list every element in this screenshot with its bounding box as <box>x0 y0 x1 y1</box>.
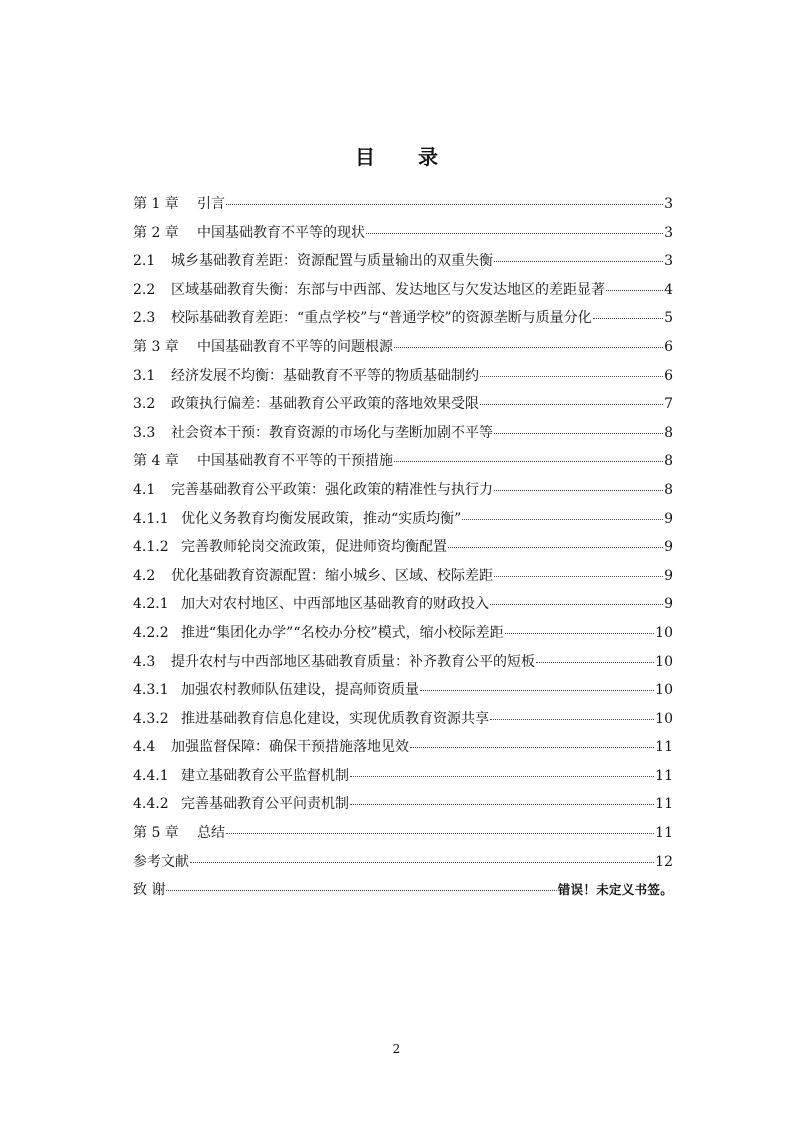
toc-page-number: 11 <box>655 796 673 813</box>
toc-dot-leader <box>536 662 654 663</box>
toc-entry-4-3[interactable] <box>133 648 673 677</box>
toc-entry-text: 加强农村教师队伍建设，提高师资质量 <box>181 682 419 699</box>
toc-entry-text: 社会资本干预：教育资源的市场化与垄断加剧不平等 <box>171 424 493 441</box>
toc-entry-number: 2.1 <box>133 253 156 270</box>
toc-page-number: 12 <box>655 853 673 870</box>
toc-dot-leader <box>494 433 663 434</box>
toc-title: 目 录 <box>355 145 456 169</box>
toc-entry-text: 致 谢 <box>133 882 166 899</box>
toc-page-number: 3 <box>664 224 673 241</box>
toc-page-number: 8 <box>664 481 673 498</box>
toc-entry-4-4-2[interactable] <box>133 790 673 819</box>
toc-entry-number: 4.4 <box>133 739 156 756</box>
toc-entry-number: 4.2.2 <box>133 624 169 641</box>
toc-entry-3-2[interactable] <box>133 390 673 419</box>
toc-entry-number: 第 4 章 <box>133 453 179 470</box>
toc-page-number: 9 <box>664 567 673 584</box>
toc-entry-number: 3.2 <box>133 396 156 413</box>
toc-dot-leader <box>190 862 654 863</box>
toc-entry-number: 3.3 <box>133 424 156 441</box>
toc-entry-text: 完善基础教育公平问责机制 <box>181 796 349 813</box>
toc-entry-4-3-1[interactable] <box>133 676 673 705</box>
toc-entry-number: 第 1 章 <box>133 196 179 212</box>
toc-entry-text: 完善教师轮岗交流政策，促进师资均衡配置 <box>181 539 447 556</box>
toc-entry-references[interactable] <box>133 848 673 877</box>
toc-dot-leader <box>394 461 663 462</box>
toc-dot-leader <box>494 261 663 262</box>
toc-dot-leader <box>366 233 663 234</box>
toc-page-number: 10 <box>655 624 673 641</box>
toc-dot-leader <box>350 804 654 805</box>
toc-entry-3-1[interactable] <box>133 362 673 391</box>
toc-dot-leader <box>166 890 556 891</box>
page-number: 2 <box>392 1042 401 1056</box>
toc-dot-leader <box>480 404 663 405</box>
toc-dot-leader <box>226 833 654 834</box>
toc-entry-4-1[interactable] <box>133 476 673 505</box>
toc-entry-text: 参考文献 <box>133 853 189 870</box>
toc-entry-text: 经济发展不均衡：基础教育不平等的物质基础制约 <box>171 367 479 384</box>
toc-dot-leader <box>448 547 663 548</box>
toc-page-number: 9 <box>664 539 673 556</box>
toc-entry-number: 4.4.2 <box>133 796 169 813</box>
toc-entry-number: 第 2 章 <box>133 224 179 241</box>
toc-entry-number: 4.3 <box>133 653 156 670</box>
toc-entry-text: 优化基础教育资源配置：缩小城乡、区域、校际差距 <box>171 567 493 584</box>
toc-entry-number: 4.4.1 <box>133 767 169 784</box>
toc-entry-2-2[interactable] <box>133 276 673 305</box>
toc-page-number: 6 <box>664 338 673 355</box>
toc-page-number: 3 <box>664 196 673 212</box>
toc-page-number: 10 <box>655 653 673 670</box>
toc-entry-text: 区域基础教育失衡：东部与中西部、发达地区与欠发达地区的差距显著 <box>171 281 605 298</box>
toc-entry-text: 提升农村与中西部地区基础教育质量：补齐教育公平的短板 <box>171 653 535 670</box>
toc-entry-number: 2.3 <box>133 310 156 327</box>
toc-page-number: 3 <box>664 253 673 270</box>
toc-entry-chapter-4[interactable] <box>133 447 673 476</box>
toc-page-number: 7 <box>664 396 673 413</box>
toc-dot-leader <box>394 347 663 348</box>
toc-entry-chapter-1[interactable] <box>133 190 673 219</box>
toc-entry-number: 2.2 <box>133 281 156 298</box>
toc-entry-4-2-1[interactable] <box>133 590 673 619</box>
toc-entry-text: 校际基础教育差距：“重点学校”与“普通学校”的资源垄断与质量分化 <box>171 310 592 327</box>
toc-dot-leader <box>226 204 663 205</box>
toc-entry-2-3[interactable] <box>133 304 673 333</box>
toc-page-number: 10 <box>655 682 673 699</box>
toc-entry-text: 城乡基础教育差距：资源配置与质量输出的双重失衡 <box>171 253 493 270</box>
toc-entry-chapter-3[interactable] <box>133 333 673 362</box>
toc-dot-leader <box>480 376 663 377</box>
toc-entry-number: 第 3 章 <box>133 338 179 355</box>
toc-entry-text: 政策执行偏差：基础教育公平政策的落地效果受限 <box>171 396 479 413</box>
toc-dot-leader <box>490 719 654 720</box>
toc-entry-text: 中国基础教育不平等的现状 <box>197 224 365 241</box>
toc-entry-4-2-2[interactable] <box>133 619 673 648</box>
toc-dot-leader <box>420 690 654 691</box>
toc-entry-4-2[interactable] <box>133 562 673 591</box>
toc-entry-number: 4.1 <box>133 481 156 498</box>
toc-entry-text: 优化义务教育均衡发展政策，推动“实质均衡” <box>181 510 462 527</box>
toc-entry-number: 4.3.1 <box>133 682 169 699</box>
toc-entry-text: 推进基础教育信息化建设，实现优质教育资源共享 <box>181 710 489 727</box>
toc-entry-text: 总结 <box>197 825 225 842</box>
toc-page-number: 10 <box>655 710 673 727</box>
toc-entry-number: 4.3.2 <box>133 710 169 727</box>
toc-page-number: 5 <box>664 310 673 327</box>
toc-entry-text: 中国基础教育不平等的问题根源 <box>197 338 393 355</box>
toc-page-number: 9 <box>664 510 673 527</box>
toc-dot-leader <box>494 490 663 491</box>
toc-page-number: 11 <box>655 767 673 784</box>
toc-entry-number: 第 5 章 <box>133 825 179 842</box>
toc-dot-leader <box>350 776 654 777</box>
toc-entry-number: 4.2 <box>133 567 156 584</box>
toc-entry-4-4-1[interactable] <box>133 762 673 791</box>
toc-entry-text: 加强监督保障：确保干预措施落地见效 <box>171 739 409 756</box>
toc-entry-number: 3.1 <box>133 367 156 384</box>
toc-dot-leader <box>505 633 655 634</box>
toc-dot-leader <box>410 747 654 748</box>
toc-entry-4-3-2[interactable] <box>133 705 673 734</box>
toc-dot-leader <box>606 290 663 291</box>
toc-entry-text: 引言 <box>197 196 225 212</box>
toc-page-number: 4 <box>664 281 673 298</box>
toc-entry-chapter-5[interactable] <box>133 819 673 848</box>
toc-entry-text: 中国基础教育不平等的干预措施 <box>197 453 393 470</box>
toc-page-number: 9 <box>664 596 673 613</box>
toc-entry-text: 加大对农村地区、中西部地区基础教育的财政投入 <box>181 596 489 613</box>
toc-page-number: 8 <box>664 424 673 441</box>
toc-entry-chapter-2[interactable] <box>133 219 673 248</box>
toc-entry-number: 4.2.1 <box>133 596 169 613</box>
toc-dot-leader <box>490 604 663 605</box>
toc-bookmark-error: 错误！未定义书签。 <box>557 882 673 898</box>
toc-page-number: 11 <box>655 739 673 756</box>
toc-entry-text: 推进“集团化办学”“名校办分校”模式，缩小校际差距 <box>181 624 504 641</box>
toc-page-number: 8 <box>664 453 673 470</box>
toc-dot-leader <box>593 318 663 319</box>
toc-entry-3-3[interactable] <box>133 419 673 448</box>
toc-dot-leader <box>462 519 663 520</box>
toc-entry-4-1-2[interactable] <box>133 533 673 562</box>
toc-page-number: 11 <box>655 825 673 842</box>
table-of-contents <box>133 190 673 905</box>
toc-entry-number: 4.1.1 <box>133 510 169 527</box>
toc-entry-2-1[interactable] <box>133 247 673 276</box>
toc-entry-acknowledgements[interactable] <box>133 876 673 905</box>
toc-entry-text: 完善基础教育公平政策：强化政策的精准性与执行力 <box>171 481 493 498</box>
toc-dot-leader <box>494 576 663 577</box>
toc-entry-text: 建立基础教育公平监督机制 <box>181 767 349 784</box>
toc-entry-4-4[interactable] <box>133 733 673 762</box>
toc-entry-number: 4.1.2 <box>133 539 169 556</box>
toc-page-number: 6 <box>664 367 673 384</box>
toc-entry-4-1-1[interactable] <box>133 505 673 534</box>
